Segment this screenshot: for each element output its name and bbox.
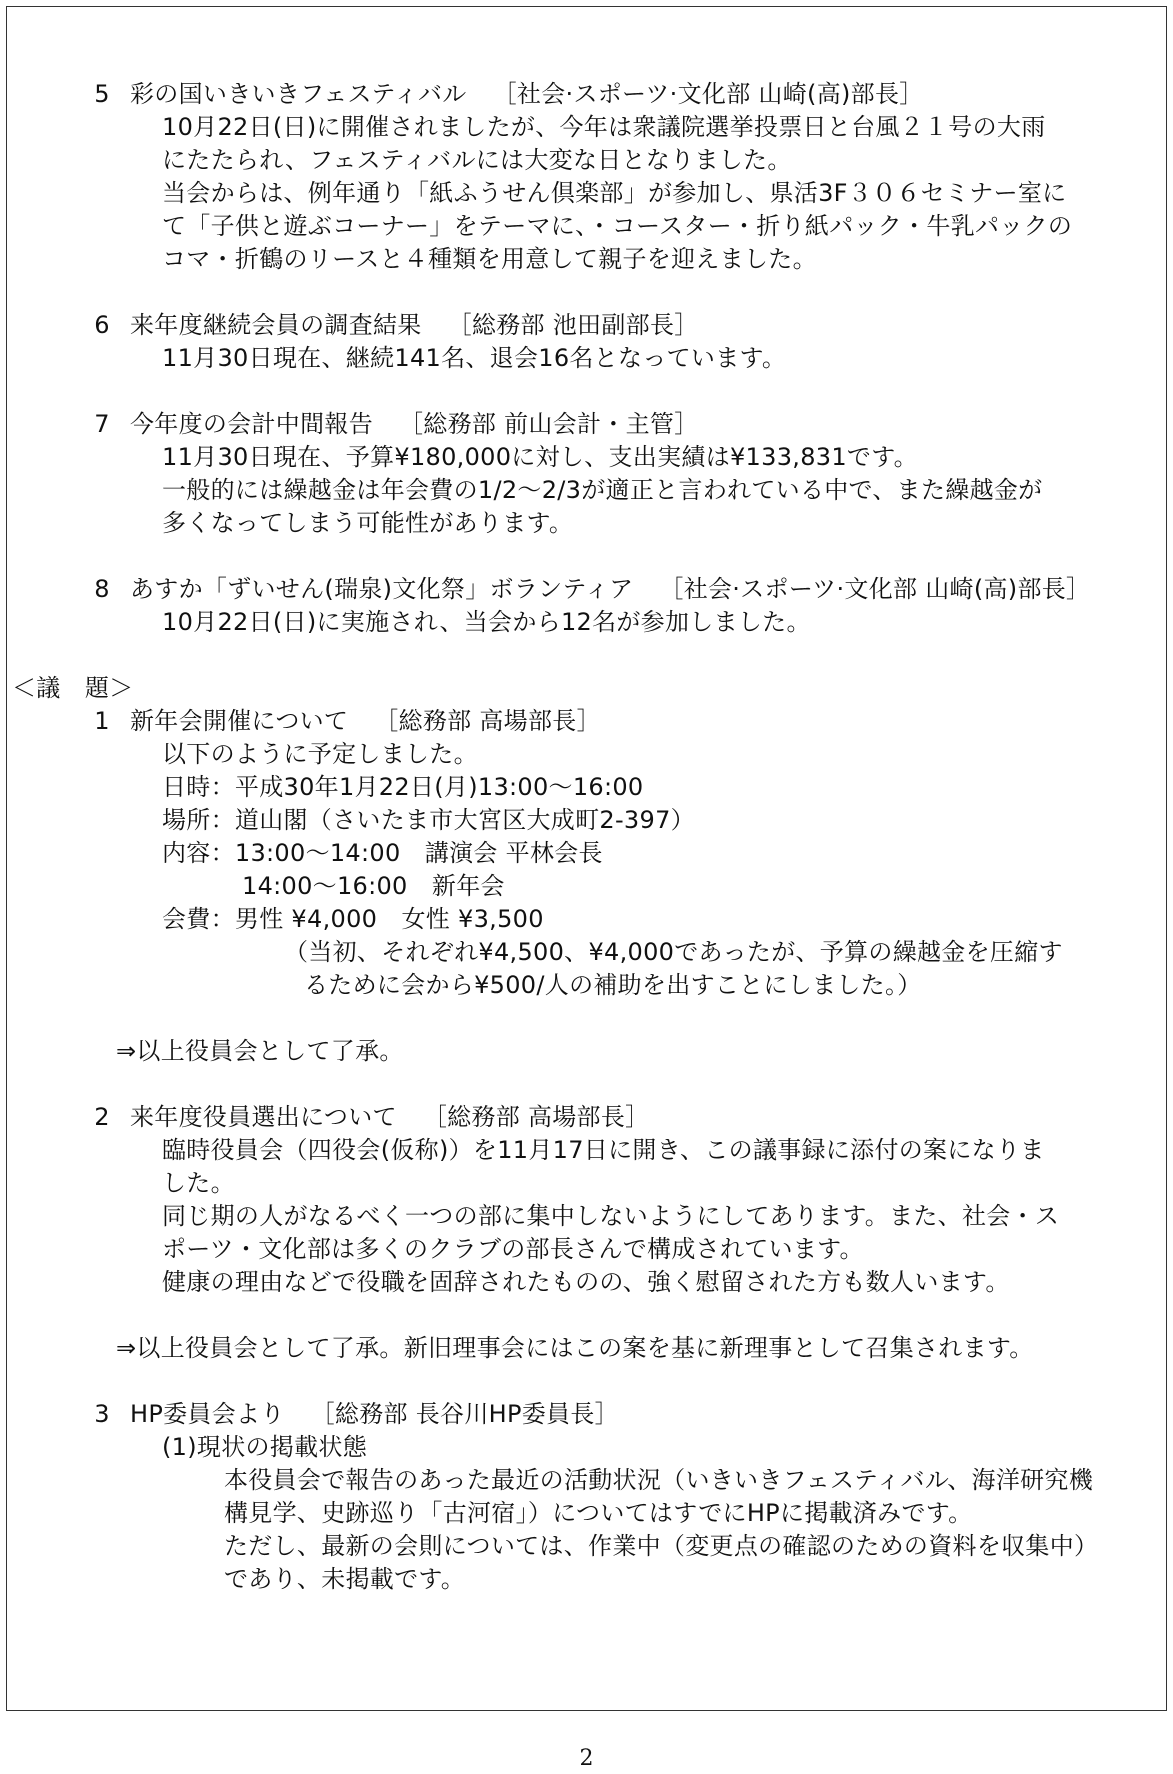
agenda-3-text: 構見学、史跡巡り「古河宿」）についてはすでにHPに掲載済みです。: [224, 1499, 973, 1527]
item-6-text: 11月30日現在、継続141名、退会16名となっています。: [162, 344, 787, 372]
item-number: 5: [94, 80, 110, 108]
minutes-body: [12, 78, 1162, 1596]
item-7-heading: [12, 408, 1162, 441]
agenda-heading: ＜議 題＞: [12, 674, 134, 702]
item-number: 6: [94, 311, 110, 339]
agenda-1-fee: 会費：男性 ¥4,000 女性 ¥3,500: [162, 905, 544, 933]
item-7-text: 11月30日現在、予算¥180,000に対し、支出実績は¥133,831です。: [162, 443, 918, 471]
agenda-3-text: 本役員会で報告のあった最近の活動状況（いきいきフェスティバル、海洋研究機: [224, 1466, 1094, 1494]
page-number: 2: [579, 1746, 594, 1771]
item-department: ［社会·スポーツ·文化部 山崎(高)部長］: [659, 575, 1091, 603]
item-5-text: コマ・折鶴のリースと４種類を用意して親子を迎えました。: [162, 245, 817, 273]
item-department: ［社会·スポーツ·文化部 山崎(高)部長］: [492, 80, 924, 108]
agenda-2-text: 同じ期の人がなるべく一つの部に集中しないようにしてあります。また、社会・ス: [162, 1202, 1060, 1230]
agenda-2-heading: [12, 1101, 1162, 1134]
agenda-1-note: （当初、それぞれ¥4,500、¥4,000であったが、予算の繰越金を圧縮す: [284, 938, 1063, 966]
item-5-text: て「子供と遊ぶコーナー」をテーマに、・コースター・折り紙パック・牛乳パックの: [162, 212, 1073, 240]
agenda-2-text: 健康の理由などで役職を固辞されたものの、強く慰留された方も数人います。: [162, 1268, 1010, 1296]
item-5-text: 当会からは、例年通り「紙ふうせん倶楽部」が参加し、県活3F３０６セミナー室に: [162, 179, 1067, 207]
item-title: 彩の国いきいきフェスティバル: [130, 80, 467, 108]
agenda-3-text: であり、未掲載です。: [224, 1565, 466, 1593]
agenda-title: HP委員会より: [130, 1400, 285, 1428]
agenda-department: ［総務部 高場部長］: [374, 707, 601, 735]
item-5-heading: [12, 78, 1162, 111]
agenda-1-intro: 以下のように予定しました。: [162, 740, 478, 768]
agenda-1-content: 14:00～16:00 新年会: [242, 872, 505, 900]
agenda-3-subheading: (1)現状の掲載状態: [162, 1433, 367, 1461]
agenda-title: 来年度役員選出について: [130, 1103, 397, 1131]
item-title: 来年度継続会員の調査結果: [130, 311, 422, 339]
item-department: ［総務部 前山会計・主管］: [399, 410, 699, 438]
agenda-1-heading: [12, 705, 1162, 738]
item-5-text: 10月22日(日)に開催されましたが、今年は衆議院選挙投票日と台風２１号の大雨: [162, 113, 1046, 141]
agenda-1-content: 内容：13:00～14:00 講演会 平林会長: [162, 839, 603, 867]
agenda-1-date: 日時：平成30年1月22日(月)13:00～16:00: [162, 773, 644, 801]
agenda-2-text: ポーツ・文化部は多くのクラブの部長さんで構成されています。: [162, 1235, 864, 1263]
agenda-1-result: ⇒以上役員会として了承。: [116, 1037, 404, 1065]
item-6-heading: [12, 309, 1162, 342]
item-7-text: 多くなってしまう可能性があります。: [162, 509, 574, 537]
agenda-3-text: ただし、最新の会則については、作業中（変更点の確認のための資料を収集中）: [224, 1532, 1099, 1560]
agenda-number: 1: [94, 707, 110, 735]
item-department: ［総務部 池田副部長］: [447, 311, 699, 339]
agenda-2-text: した。: [162, 1169, 235, 1197]
agenda-number: 2: [94, 1103, 110, 1131]
item-title: あすか「ずいせん(瑞泉)文化祭」ボランティア: [130, 575, 634, 603]
item-5-text: にたたられ、フェスティバルには大変な日となりました。: [162, 146, 792, 174]
item-number: 8: [94, 575, 110, 603]
item-title: 今年度の会計中間報告: [130, 410, 373, 438]
item-8-text: 10月22日(日)に実施され、当会から12名が参加しました。: [162, 608, 811, 636]
agenda-department: ［総務部 高場部長］: [422, 1103, 650, 1131]
agenda-3-heading: [12, 1398, 1162, 1431]
item-number: 7: [94, 410, 110, 438]
agenda-2-result: ⇒以上役員会として了承。新旧理事会にはこの案を基に新理事として召集されます。: [116, 1334, 1034, 1362]
agenda-number: 3: [94, 1400, 110, 1428]
agenda-title: 新年会開催について: [130, 707, 349, 735]
agenda-2-text: 臨時役員会（四役会(仮称)）を11月17日に開き、この議事録に添付の案になりま: [162, 1136, 1045, 1164]
agenda-1-note: るために会から¥500/人の補助を出すことにしました。）: [304, 971, 922, 999]
item-8-heading: [12, 573, 1162, 606]
agenda-1-place: 場所：道山閣（さいたま市大宮区大成町2-397）: [162, 806, 695, 834]
agenda-department: ［総務部 長谷川HP委員長］: [310, 1400, 619, 1428]
item-7-text: 一般的には繰越金は年会費の1/2～2/3が適正と言われている中で、また繰越金が: [162, 476, 1043, 504]
